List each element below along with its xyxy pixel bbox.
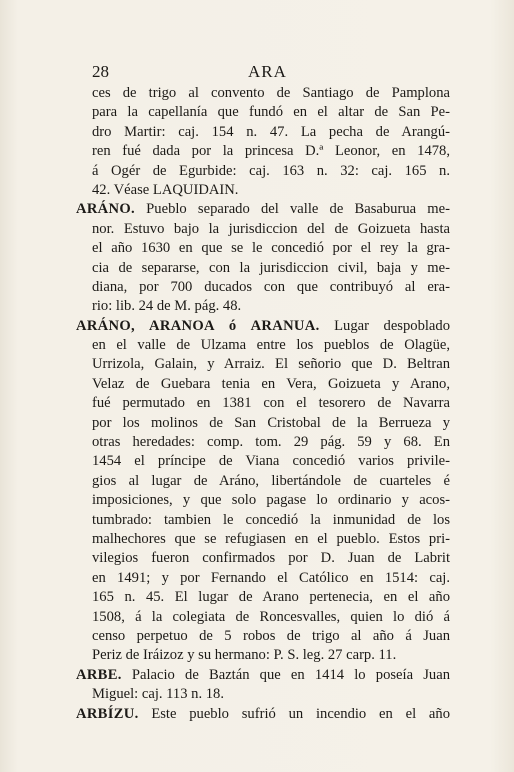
entry-first-line <box>76 666 450 685</box>
text-line: vilegios fueron confirmados por D. Juan de Labrit <box>92 550 450 567</box>
text-line: en el valle de Ulzama entre los pueblos de Olagüe, <box>92 337 450 354</box>
entry-text: Este pueblo sufrió un incendio en el año <box>151 705 450 722</box>
entry-first-line <box>76 705 450 724</box>
entry-headword: ARBE. <box>76 666 122 683</box>
text-line: ren fué dada por la princesa D.ª Leonor, en 1478, <box>92 143 450 160</box>
text-line: fué permutado en 1381 con el tesorero de Navarra <box>92 395 450 412</box>
text-line: dro Martir: caj. 154 n. 47. La pecha de Arangú- <box>92 123 450 140</box>
text-line: gios al lugar de Aráno, libertándole de cuarteles é <box>92 472 450 489</box>
entry-headword: ARÁNO, ARANOA ó ARANUA. <box>76 317 320 334</box>
running-title: ARA <box>248 62 287 81</box>
text-line: tumbrado: tambien le concedió la inmunidad de los <box>92 511 450 528</box>
text-line: para la capellanía que fundó en el altar de San Pe- <box>92 104 450 121</box>
text-line: Periz de Iráizoz y su hermano: P. S. leg. 27 carp. 11. <box>92 647 397 664</box>
text-line: rio: lib. 24 de M. pág. 48. <box>92 298 242 315</box>
text-line: el año 1630 en que se le concedió por el rey la gra- <box>92 240 450 257</box>
text-line: Urrizola, Galain, y Arraiz. El señorio que D. Beltran <box>92 356 450 373</box>
text-line: Miguel: caj. 113 n. 18. <box>92 686 224 703</box>
text-line: otras heredades: comp. tom. 29 pág. 59 y 68. En <box>92 434 450 451</box>
entry-text: Pueblo separado del valle de Basaburua me- <box>146 201 450 218</box>
text-line: censo perpetuo de 5 robos de trigo al año á Juan <box>92 627 450 644</box>
text-line: ces de trigo al convento de Santiago de Pamplona <box>92 85 450 101</box>
entry-text: Palacio de Baztán que en 1414 lo poseía Juan <box>131 666 450 683</box>
text-line: 1508, á la colegiata de Roncesvalles, quien lo dió á <box>92 608 450 625</box>
text-line: por los molinos de San Cristobal de la Berrueza y <box>92 414 450 431</box>
page-number: 28 <box>92 62 109 81</box>
entry-text: Lugar despoblado <box>334 317 451 334</box>
text-line: 1454 el príncipe de Viana concedió varios privile- <box>92 453 450 470</box>
text-line: imposiciones, y que solo pagase lo ordinario y acos- <box>92 492 450 509</box>
text-line: en 1491; y por Fernando el Católico en 1514: caj. <box>92 569 450 586</box>
body-text <box>76 84 450 724</box>
entry-headword: ARBÍZU. <box>76 705 139 722</box>
text-line: cia de separarse, con la jurisdiccion civil, baja y me- <box>92 259 450 276</box>
text-line: Velaz de Guebara tenia en Vera, Goizueta y Arano, <box>92 375 450 392</box>
text-line: diana, por 700 ducados con que contribuyó al era- <box>92 278 450 295</box>
page-header <box>92 62 432 82</box>
text-line: malhechores que se refugiasen en el pueblo. Estos pri- <box>92 530 450 547</box>
text-line: nor. Estuvo bajo la jurisdiccion del de Goizueta hasta <box>92 220 450 237</box>
entry-first-line <box>76 200 450 219</box>
text-line: 165 n. 45. El lugar de Arano pertenecia, en el año <box>92 589 450 606</box>
entry-headword: ARÁNO. <box>76 201 135 218</box>
text-line: á Ogér de Egurbide: caj. 163 n. 32: caj. 165 n. <box>92 162 450 179</box>
text-line: 42. Véase LAQUIDAIN. <box>92 181 239 198</box>
entry-first-line <box>76 317 450 336</box>
